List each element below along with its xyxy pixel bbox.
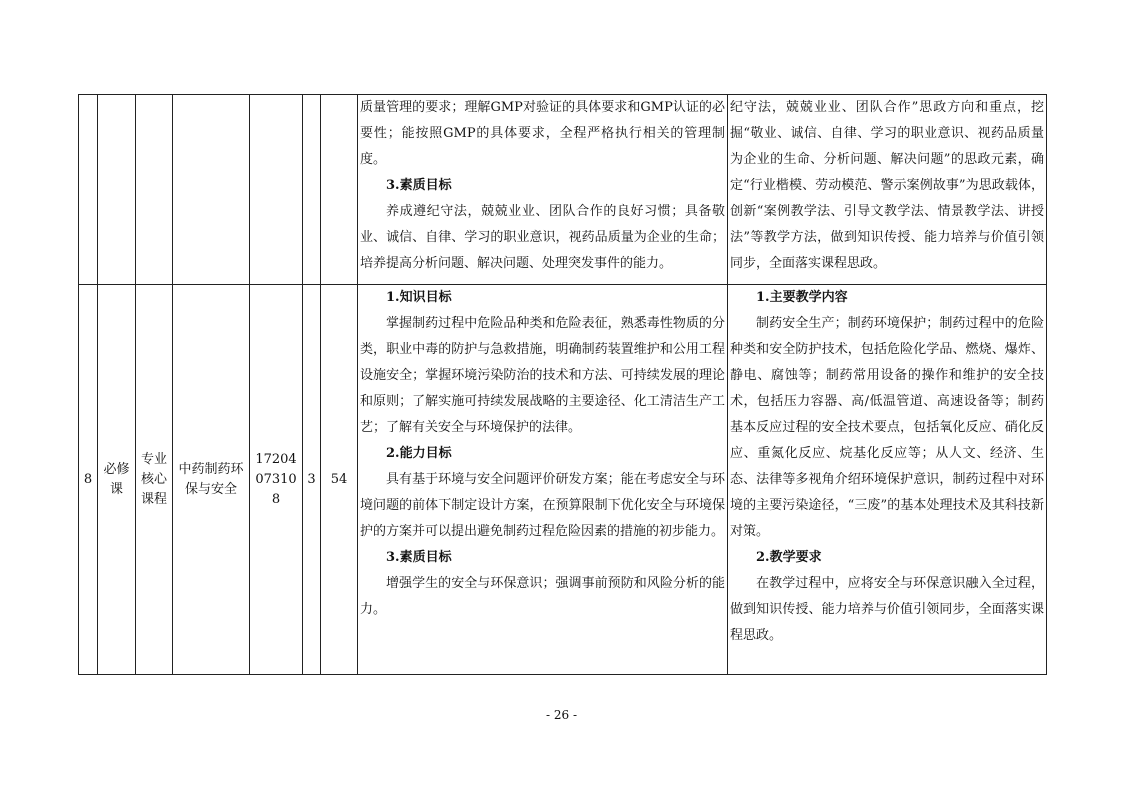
objective-text: 具有基于环境与安全问题评价研发方案；能在考虑安全与环境问题的前体下制定设计方案，在预算限制下优化安全与环境保护的方案并可以提出避免制药过程危险因素的措施的初步能力。 [360,472,725,539]
cell-objectives [358,285,728,675]
objective-text: 掌握制药过程中危险品种类和危险表征，熟悉毒性物质的分类，职业中毒的防护与急救措施，明确制药装置维护和公用工程设施安全；掌握环境污染防治的技术和方法、可持续发展的理论和原则；了解实施可持续发展战略的主要途径、化工清洁生产工艺；了解有关安全与环境保护的法律。 [360,316,725,435]
objective-heading: 2.能力目标 [386,446,452,461]
course-hours: 54 [321,285,358,675]
objective-text: 增强学生的安全与环保意识；强调事前预防和风险分析的能力。 [360,576,725,617]
course-name [173,285,250,675]
table-row-continued [79,95,1047,285]
course-credits: 3 [303,285,321,675]
cell-code [250,95,303,285]
course-type-label: 必修课 [103,461,130,497]
content-text: 在教学过程中，应将安全与环保意识融入全过程，做到知识传授、能力培养与价值引领同步，全面落实课程思政。 [730,576,1044,643]
content-heading: 2.教学要求 [756,550,822,565]
cell-name [173,95,250,285]
objective-text: 质量管理的要求；理解GMP对验证的具体要求和GMP认证的必要性；能按照GMP的具体要求，全程严格执行相关的管理制度。 [360,100,725,167]
curriculum-table [78,94,1047,675]
table-row [79,285,1047,675]
objective-heading: 3.素质目标 [386,178,452,193]
cell-category [136,95,173,285]
objective-text: 养成遵纪守法，兢兢业业、团队合作的良好习惯；具备敬业、诚信、自律、学习的职业意识，视药品质量为企业的生命；培养提高分析问题、解决问题、处理突发事件的能力。 [360,204,725,271]
course-type [98,285,136,675]
page-number: - 26 - [545,708,577,722]
course-category [136,285,173,675]
content-heading: 1.主要教学内容 [756,290,848,305]
objective-heading: 1.知识目标 [386,290,452,305]
cell-hours [321,95,358,285]
course-name-label: 中药制药环保与安全 [178,461,244,497]
cell-objectives [358,95,728,285]
cell-num [79,95,98,285]
cell-content [728,285,1047,675]
cell-content [728,95,1047,285]
cell-type [98,95,136,285]
row-number: 8 [79,285,98,675]
course-category-label: 专业核心课程 [140,451,167,507]
content-text: 纪守法，兢兢业业、团队合作”思政方向和重点，挖掘“敬业、诚信、自律、学习的职业意识、视药品质量为企业的生命、分析问题、解决问题”的思政元素，确定“行业楷模、劳动模范、警示案例故事”为思政载体，创新“案例教学法、引导文教学法、情景教学法、讲授法”等教学方法，做到知识传授、能力培养与价值引领同步，全面落实课程思政。 [730,100,1044,271]
objective-heading: 3.素质目标 [386,550,452,565]
cell-credits [303,95,321,285]
course-code [250,285,303,675]
content-text: 制药安全生产；制药环境保护；制药过程中的危险种类和安全防护技术，包括危险化学品、燃烧、爆炸、静电、腐蚀等；制药常用设备的操作和维护的安全技术，包括压力容器、高/低温管道、高速设备等；制药基本反应过程的安全技术要点，包括氧化反应、硝化反应、重氮化反应、烷基化反应等；从人文、经济、生态、法律等多视角介绍环境保护意识，制药过程中对环境的主要污染途径，“三废”的基本处理技术及其科技新对策。 [730,316,1044,539]
course-code-label: 17204073108 [255,451,297,507]
